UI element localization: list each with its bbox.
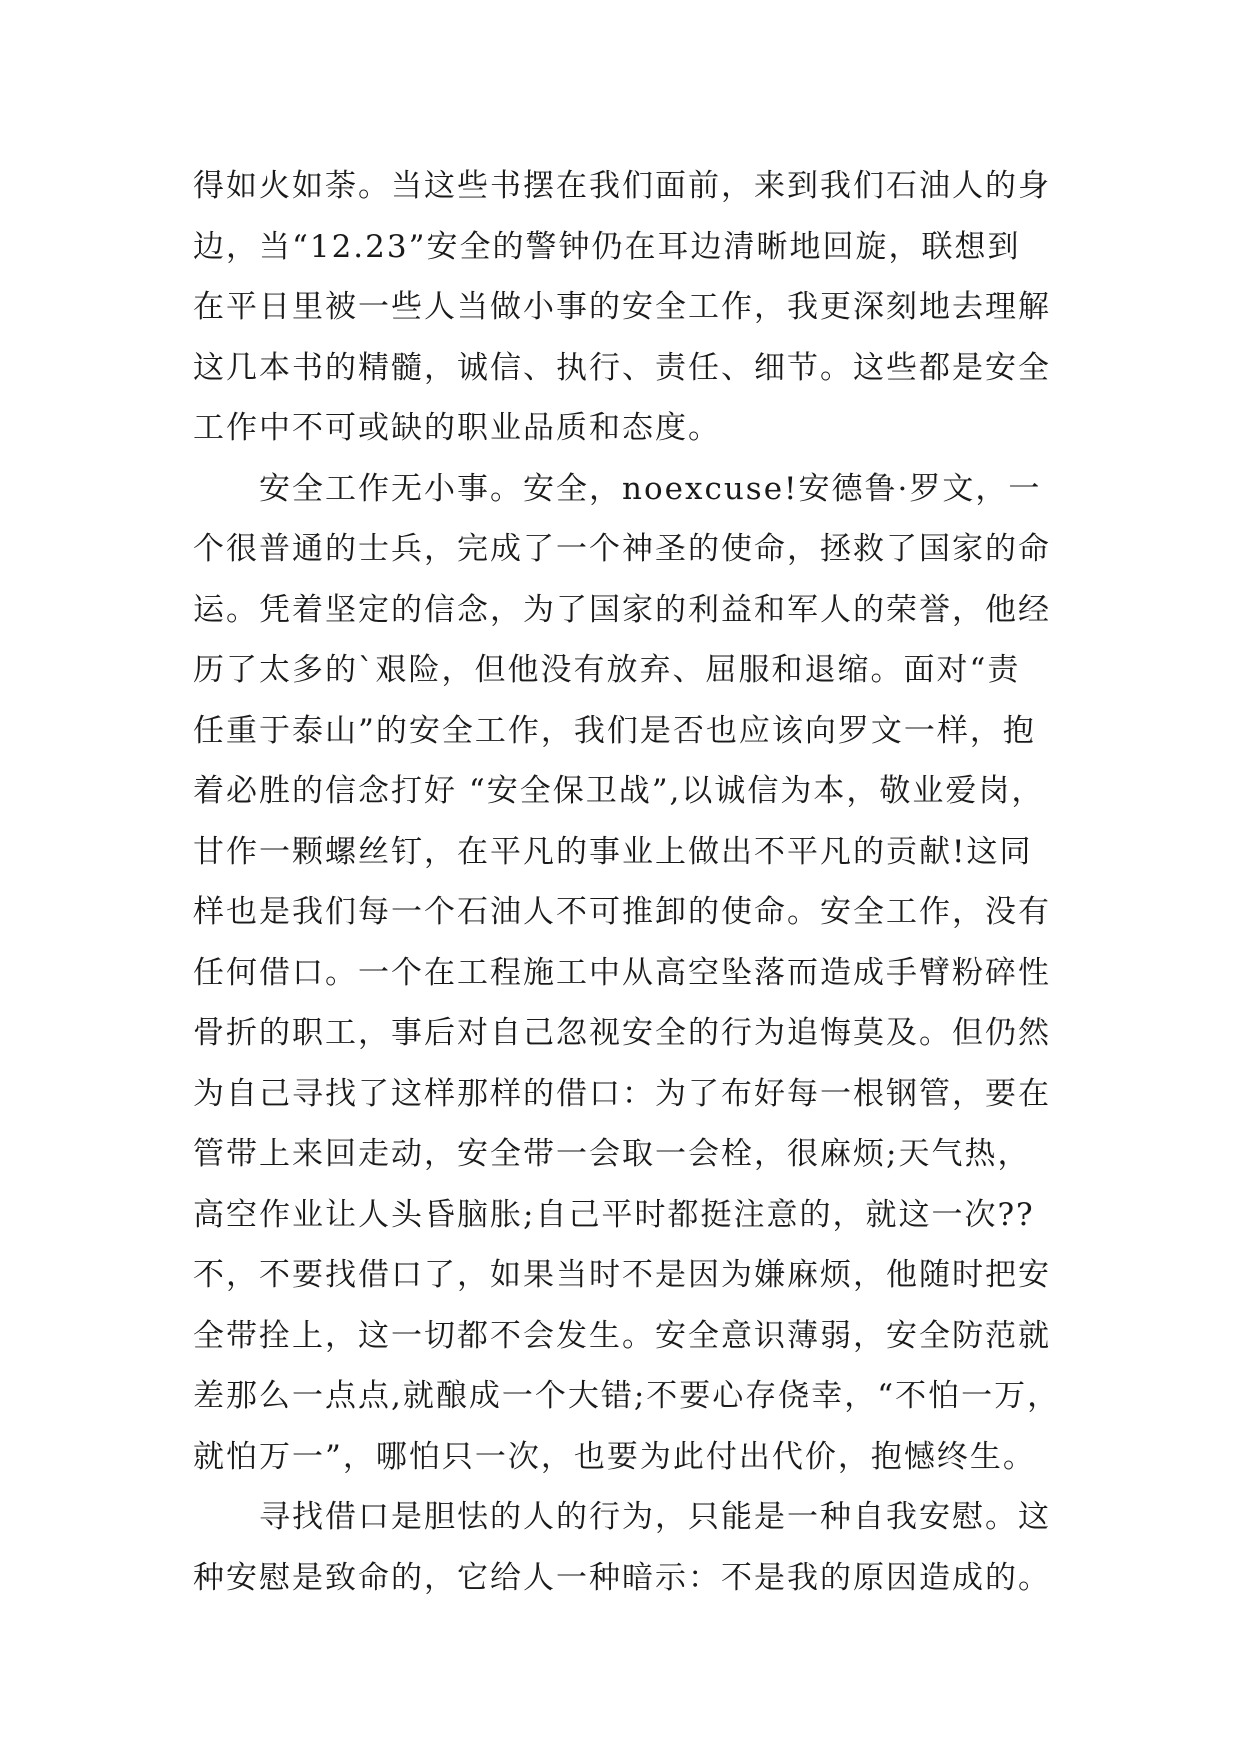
text-line: 全带拴上，这一切都不会发生。安全意识薄弱，安全防范就	[193, 1317, 1051, 1354]
text-line: 个很普通的士兵，完成了一个神圣的使命，拯救了国家的命	[193, 531, 1051, 567]
text-line: 安全工作无小事。安全，noexcuse!安德鲁·罗文，一	[193, 470, 1042, 507]
text-line: 工作中不可或缺的职业品质和态度。	[193, 410, 721, 446]
text-line: 为自己寻找了这样那样的借口：为了布好每一根钢管，要在	[193, 1075, 1051, 1112]
text-line: 在平日里被一些人当做小事的安全工作，我更深刻地去理解	[193, 289, 1051, 325]
text-line: 运。凭着坚定的信念，为了国家的利益和军人的荣誉，他经	[193, 591, 1051, 628]
text-line: 着必胜的信念打好 “安全保卫战”,以诚信为本，敬业爱岗，	[193, 773, 1045, 809]
text-line: 高空作业让人头昏脑胀;自己平时都挺注意的，就这一次??	[193, 1196, 1035, 1233]
text-line: 得如火如荼。当这些书摆在我们面前，来到我们石油人的身	[193, 168, 1051, 204]
text-line: 不，不要找借口了，如果当时不是因为嫌麻烦，他随时把安	[193, 1257, 1051, 1293]
text-line: 管带上来回走动，安全带一会取一会栓，很麻烦;天气热，	[193, 1136, 1031, 1172]
text-line: 任何借口。一个在工程施工中从高空坠落而造成手臂粉碎性	[193, 954, 1051, 991]
text-line: 种安慰是致命的，它给人一种暗示：不是我的原因造成的。	[193, 1559, 1051, 1596]
text-line: 任重于泰山”的安全工作，我们是否也应该向罗文一样，抱	[193, 712, 1036, 749]
text-line: 寻找借口是胆怯的人的行为，只能是一种自我安慰。这	[193, 1499, 1051, 1535]
text-line: 差那么一点点,就酿成一个大错;不要心存侥幸，“不怕一万，	[193, 1378, 1061, 1414]
text-line: 就怕万一”，哪怕只一次，也要为此付出代价，抱憾终生。	[193, 1438, 1036, 1475]
text-line: 边，当“12.23”安全的警钟仍在耳边清晰地回旋，联想到	[193, 228, 1021, 265]
text-line: 骨折的职工，事后对自己忽视安全的行为追悔莫及。但仍然	[193, 1015, 1051, 1051]
text-line: 甘作一颗螺丝钉，在平凡的事业上做出不平凡的贡献!这同	[193, 833, 1033, 870]
text-line: 历了太多的`艰险，但他没有放弃、屈服和退缩。面对“责	[193, 652, 1021, 688]
body-text	[193, 156, 1073, 1608]
text-line: 样也是我们每一个石油人不可推卸的使命。安全工作，没有	[193, 894, 1051, 930]
text-line: 这几本书的精髓，诚信、执行、责任、细节。这些都是安全	[193, 349, 1051, 386]
